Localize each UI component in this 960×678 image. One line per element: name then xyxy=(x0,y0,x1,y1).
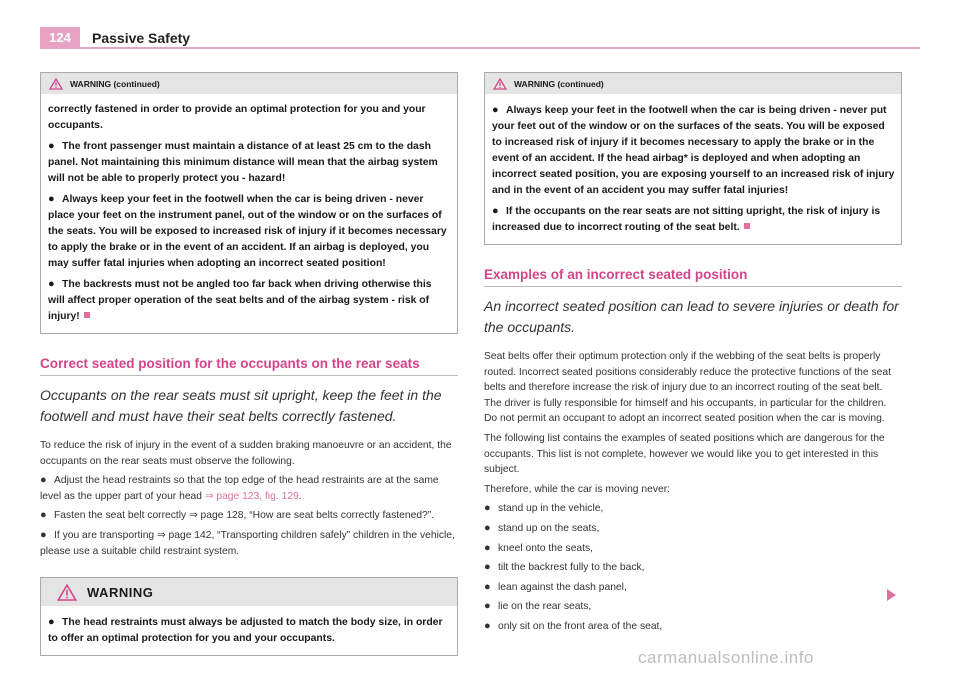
list-item: ● Fasten the seat belt correctly ⇒ page 128, “How are seat belts correctly fastened?”. xyxy=(40,508,458,524)
bullet-icon: ● xyxy=(40,474,47,487)
warning-bullet: ● If the occupants on the rear seats are not sitting upright, the risk of injury is increased due to incorrect routing of the seat belt. xyxy=(492,205,881,233)
bullet-icon: ● xyxy=(48,140,55,152)
page-reference-link[interactable]: ⇒ page 123, fig. 129 xyxy=(204,490,299,502)
warning-continued-body xyxy=(485,94,901,244)
bullet-icon: ● xyxy=(48,278,55,290)
section-end-icon xyxy=(744,223,750,229)
warning-bullet: ● The front passenger must maintain a distance of at least 25 cm to the dash panel. Not maintaining this minimum distance will mean that the airbag system will not be able to properly protect you - hazard! xyxy=(48,140,438,184)
warning-continued-label: WARNING (continued) xyxy=(514,78,604,89)
list-item: ● kneel onto the seats, xyxy=(484,541,902,557)
list-item: ● Adjust the head restraints so that the top edge of the head restraints are at the same level as the upper part of your head ⇒ page 123, fig. 129. xyxy=(40,474,439,502)
list-item: ● only sit on the front area of the seat, xyxy=(484,619,902,635)
bullet-icon: ● xyxy=(484,521,491,534)
section-end-icon xyxy=(84,312,90,318)
section-title-rear-seats: Correct seated position for the occupants on the rear seats xyxy=(40,356,458,376)
warning-bullet: ● The backrests must not be angled too far back when driving otherwise this will affect proper operation of the seat belts and of the airbag system - risk of injury! xyxy=(48,278,432,322)
section-title-incorrect-position: Examples of an incorrect seated position xyxy=(484,267,902,287)
bullet-icon: ● xyxy=(40,509,47,522)
warning-triangle-icon xyxy=(493,78,507,90)
list-item: ● lean against the dash panel, xyxy=(484,580,902,596)
warning-bullet: ● Always keep your feet in the footwell when the car is being driven - never put your feet out of the window or on the surfaces of the seats. You will be exposed to increased risk of injury if it becomes necessary to apply the brake or in the event of an accident. If the head airbag* is deployed and when adopting an incorrect seated position, you are exposing yourself to an increased risk of injury and in the event of an accident you may suffer fatal injuries! xyxy=(492,104,895,196)
continue-arrow-icon xyxy=(887,589,896,601)
warning-box xyxy=(40,577,458,656)
warning-body xyxy=(41,606,457,655)
warning-label: WARNING xyxy=(87,585,154,601)
page-number: 124 xyxy=(40,27,80,49)
bullet-icon: ● xyxy=(484,619,491,632)
warning-continued-box-right xyxy=(484,72,902,245)
warning-text: correctly fastened in order to provide an optimal protection for you and your occupants. xyxy=(48,104,426,131)
bullet-icon: ● xyxy=(492,104,499,116)
paragraph: Seat belts offer their optimum protection only if the webbing of the seat belts is properly routed. Incorrect seated positions considerably reduce the protective functions of the seat belts and therefore increase the risk of injury due to an incorrect routing of the seat belt. The driver is fully responsible for himself and his occupants, in particular for the children. Do not permit an occupant to adopt an incorrect seated position when the car is moving. xyxy=(484,351,891,425)
warning-bullet: ● Always keep your feet in the footwell when the car is being driven - never place your feet on the instrument panel, out of the window or on the surfaces of the seats. You will be exposed to increased risk of injury if it becomes necessary to apply the brake or in the event of an accident. If an airbag is deployed, you may suffer fatal injuries when adopting an incorrect seated position! xyxy=(48,193,447,269)
bullet-icon: ● xyxy=(492,205,499,217)
warning-continued-header xyxy=(485,73,901,94)
watermark: carmanualsonline.info xyxy=(638,648,814,667)
bullet-icon: ● xyxy=(484,502,491,515)
paragraph: The following list contains the examples of seated positions which are dangerous for the occupants. This list is not complete, however we would like you to get interested in this subject. xyxy=(484,432,885,476)
left-column xyxy=(40,72,458,678)
warning-continued-body xyxy=(41,94,457,333)
header-rule xyxy=(40,47,920,49)
list-item: ● If you are transporting ⇒ page 142, “Transporting children safely” children in the vehicle, please use a suitable child restraint system. xyxy=(40,528,455,557)
bullet-icon: ● xyxy=(484,541,491,554)
warning-triangle-icon xyxy=(57,584,77,601)
warning-bullet: ● The head restraints must always be adjusted to match the body size, in order to offer an optimal protection for you and your occupants. xyxy=(48,616,443,645)
warning-continued-header xyxy=(41,73,457,94)
warning-continued-label: WARNING (continued) xyxy=(70,78,160,89)
list-item: ● stand up on the seats, xyxy=(484,521,902,537)
intro-paragraph: To reduce the risk of injury in the event of a sudden braking manoeuvre or an accident, the occupants on the rear seats must observe the following. xyxy=(40,440,452,467)
bullet-icon: ● xyxy=(48,616,55,629)
warning-continued-box-left xyxy=(40,72,458,334)
warning-header xyxy=(41,578,457,606)
bullet-icon: ● xyxy=(484,580,491,593)
bullet-icon: ● xyxy=(40,528,47,541)
list-item: ● stand up in the vehicle, xyxy=(484,501,902,517)
list-item: ● lie on the rear seats, xyxy=(484,599,902,615)
section-body xyxy=(484,349,902,635)
list-item: ● tilt the backrest fully to the back, xyxy=(484,560,902,576)
chapter-title: Passive Safety xyxy=(92,30,191,46)
section-body xyxy=(40,438,458,559)
section-lead: Occupants on the rear seats must sit upright, keep the feet in the footwell and must have their seat belts correctly fastened. xyxy=(40,387,442,424)
bullet-icon: ● xyxy=(48,193,55,205)
bullet-icon: ● xyxy=(484,561,491,574)
paragraph: Therefore, while the car is moving never: xyxy=(484,483,670,495)
right-column xyxy=(484,72,902,639)
warning-triangle-icon xyxy=(49,78,63,90)
bullet-icon: ● xyxy=(484,600,491,613)
section-lead: An incorrect seated position can lead to severe injuries or death for the occupants. xyxy=(484,298,899,335)
